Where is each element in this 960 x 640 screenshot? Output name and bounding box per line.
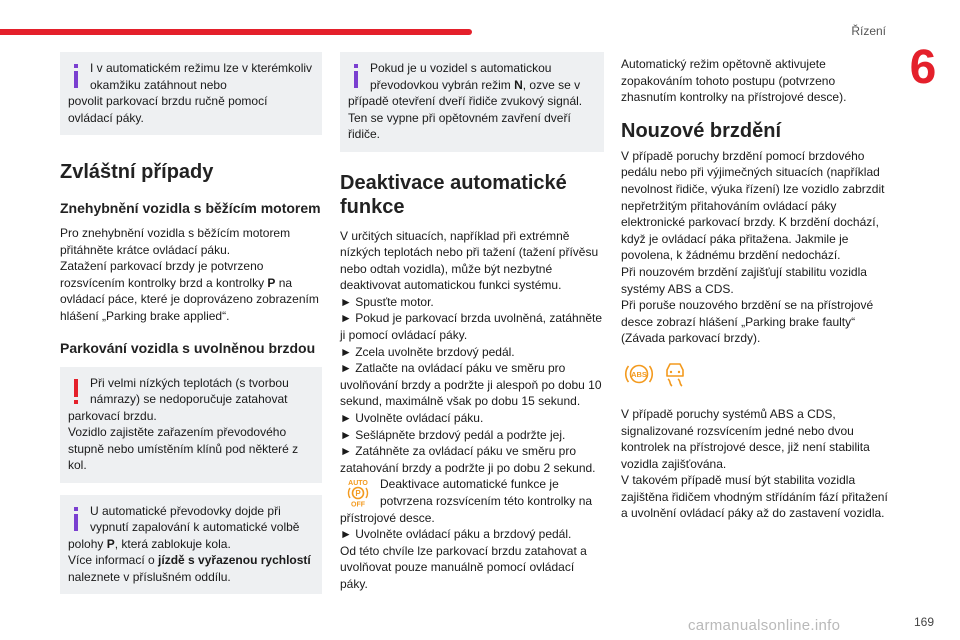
lamp-text-rest: přístrojové desce. xyxy=(340,510,435,525)
warning-lamps-row xyxy=(621,360,889,396)
step-5: ► Sešlápněte brzdový pedál a podržte jej. xyxy=(340,427,566,442)
deactivation-text xyxy=(340,228,604,593)
off-label: OFF xyxy=(351,501,365,508)
abs-warning-icon xyxy=(624,360,654,388)
info-text-line: polohy P, která zablokuje kola. xyxy=(68,536,231,551)
warning-text-first: Při velmi nízkých teplotách (s tvorbou námrazy) se nedoporučuje zatahovat xyxy=(90,375,289,407)
immobilising-text xyxy=(60,225,322,325)
warning-icon xyxy=(70,379,82,407)
emergency-p3: Při poruše nouzového brzdění se na přístrojové desce zobrazí hlášení „Parking brake faulty“ (Závada parkovací brzdy). xyxy=(621,298,874,346)
heading-parking-released: Parkování vozidla s uvolněnou brzdou xyxy=(60,339,316,356)
step-6: ► Zatáhněte za ovládací páku ve směru pro zatahování brzdy a podržte ji po dobu 2 sekund. xyxy=(340,444,596,475)
esc-stability-icon xyxy=(661,360,689,390)
info-text-first: Pokud je u vozidel s automatickou převodovkou vybrán režim N, ozve se v xyxy=(370,61,581,92)
warning-box-frost xyxy=(60,367,322,483)
info-text-first: I v automatickém režimu lze v kterémkoliv okamžiku zatáhnout nebo xyxy=(90,61,313,92)
failure-p1: V případě poruchy systémů ABS a CDS, signalizované rozsvícením jedné nebo dvou kontrolek na přístrojové desce, již není stabilita vozidla zajišťována. xyxy=(621,406,870,471)
reactivation-text xyxy=(621,56,889,106)
watermark: carmanualsonline.info xyxy=(688,617,841,634)
step-3: ► Zatlačte na ovládací páku ve směru pro uvolňování brzdy a podržte ji alespoň po dobu 10 sekund, maximálně však po dobu 15 sekund. xyxy=(340,361,602,409)
column-3 xyxy=(621,56,889,522)
immobilising-p2: Zatažení parkovací brzdy je potvrzeno rozsvícením kontrolky brzd a kontrolky P na ovládací páce, které je doprovázeno zobrazením hlášení „Parking brake applied“. xyxy=(60,259,319,323)
deactivation-outro: Od této chvíle lze parkovací brzdu zatahovat a uvolňovat pouze manuálně pomocí ovládací páky. xyxy=(340,543,587,591)
step-0: ► Spusťte motor. xyxy=(340,294,434,309)
info-box-manual-brake xyxy=(60,52,322,135)
info-icon xyxy=(70,64,82,92)
auto-label: AUTO xyxy=(348,480,368,488)
column-1 xyxy=(60,52,322,594)
info-box-neutral-mode xyxy=(340,52,604,152)
heading-deactivation: Deaktivace automatické funkce xyxy=(340,171,567,218)
reactivation-p: Automatický režim opětovně aktivujete zopakováním tohoto postupu (potvrzeno zhasnutím kontrolky na přístrojové desce). xyxy=(621,57,847,105)
heading-special-cases: Zvláštní případy xyxy=(60,161,214,183)
deactivation-intro: V určitých situacích, například při extrémně nízkých teplotách nebo při tažení (tažení přívěsu nebo odtah vozidla), může být nezbytné deaktivovat automatickou funkci systému. xyxy=(340,228,599,293)
step-last: ► Uvolněte ovládací páku a brzdový pedál. xyxy=(340,527,572,542)
info-icon xyxy=(70,507,82,535)
step-2: ► Zcela uvolněte brzdový pedál. xyxy=(340,344,515,359)
chapter-number: 6 xyxy=(909,41,937,94)
info-text-first: U automatické převodovky dojde při vypnutí zapalování k automatické volbě xyxy=(90,503,300,535)
emergency-p2: Při nouzovém brzdění zajišťují stabilitu vozidla systémy ABS a CDS. xyxy=(621,264,867,296)
emergency-text xyxy=(621,148,889,347)
top-accent-bar xyxy=(0,29,472,35)
heading-immobilising: Znehybnění vozidla s běžícím motorem xyxy=(60,200,321,216)
immobilising-p1: Pro znehybnění vozidla s běžícím motorem přitáhněte krátce ovládací páku. xyxy=(60,226,291,257)
info-icon xyxy=(350,64,362,92)
failure-p2: V takovém případě musí být stabilita vozidla zajištěna řidičem vhodným střídáním fází přitažení a uvolnění ovládací páky až do zastavení vozidla. xyxy=(621,473,888,521)
step-4: ► Uvolněte ovládací páku. xyxy=(340,411,484,426)
step-1: ► Pokud je parkovací brzda uvolněná, zatáhněte ji pomocí ovládací páky. xyxy=(340,311,603,343)
heading-emergency-braking: Nouzové brzdění xyxy=(621,119,782,142)
info-box-auto-gearbox xyxy=(60,495,322,595)
column-2 xyxy=(340,52,604,593)
warning-text-rest1: parkovací brzdu. xyxy=(68,408,157,423)
svg-text:P: P xyxy=(355,489,361,499)
info-text-rest: povolit parkovací brzdu ručně pomocí ovládací páky. xyxy=(68,94,268,125)
info-text-more: Více informací o jízdě s vyřazenou rychlostí naleznete v příslušném oddílu. xyxy=(68,553,311,584)
page-number: 169 xyxy=(913,615,934,629)
abs-label: ABS xyxy=(631,369,647,379)
abs-failure-text xyxy=(621,406,889,522)
auto-off-parking-brake-icon xyxy=(342,477,374,507)
section-title: Řízení xyxy=(851,24,886,38)
lamp-text-first: Deaktivace automatické funkce je potvrzena rozsvícením této kontrolky na xyxy=(380,477,593,508)
emergency-p1: V případě poruchy brzdění pomocí brzdového pedálu nebo při výjimečných situacích (například nevolnost řidiče, výuka řízení) lze vozidlo zabrzdit nepřetržitým přitahováním ovládací páky elektronické parkovací brzdy. K brzdění dochází, když je ovládací páka přitažena. Jakmile je povolena, k žádnému brzdění nedochází. xyxy=(621,148,885,263)
warning-text-rest2: Vozidlo zajistěte zařazením převodového stupně nebo umístěním klínů pod některé z kol. xyxy=(68,425,299,473)
auto-off-lamp-line xyxy=(340,476,604,509)
info-text-rest: případě otevření dveří řidiče zvukový signál. Ten se vypne při opětovném zavření dveří řidiče. xyxy=(348,94,583,141)
